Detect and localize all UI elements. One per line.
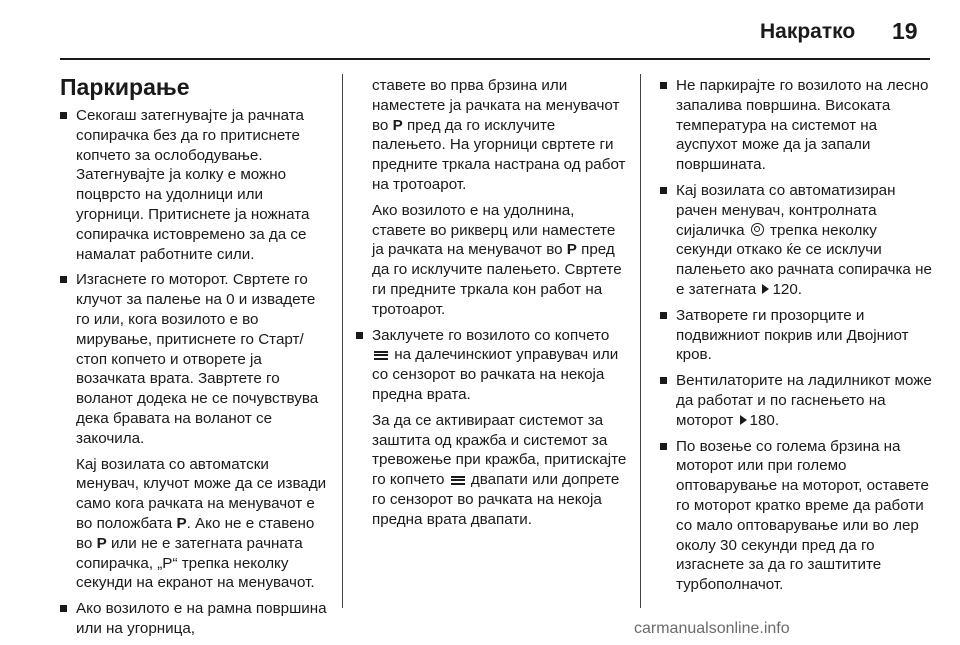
paragraph — [356, 201, 630, 320]
bullet-icon — [660, 312, 667, 319]
item-text: Заклучете го возилото со копчето — [372, 326, 610, 344]
bullet-icon — [60, 605, 67, 612]
bullet-icon — [660, 443, 667, 450]
list-item — [660, 306, 932, 365]
header-divider — [60, 58, 930, 60]
paragraph-text: или не е затегната рачната сопирачка, „P“ трепка неколку секунди на екранот на менувачот. — [76, 534, 315, 592]
bullet-icon — [60, 276, 67, 283]
column-divider-1 — [342, 74, 343, 608]
watermark: carmanualsonline.info — [634, 620, 790, 637]
item-text: Затворете ги прозорците и подвижниот покрив или Двојниот кров. — [676, 306, 909, 364]
item-text: Секогаш затегнувајте ја рачната сопирачка без да го притиснете копчето за ослободување. Затегнувајте ја колку е можно поцврсто на удолници или угорници. Притиснете ја ножната сопирачка истовремено за да се намалат работните сили. — [76, 107, 310, 263]
item-text: По возење со голема брзина на моторот или при големо оптоварување на моторот, оставете го моторот кратко време да работи со мало оптоварување или во лер околу 30 секунди пред да го изгаснете за да го заштитите турбополначот. — [676, 437, 929, 594]
list-item — [60, 599, 332, 639]
gear-p-label: P — [176, 514, 187, 532]
list-item — [660, 371, 932, 430]
column-3 — [660, 76, 932, 601]
item-text: Ако возилото е на рамна површина или на угорница, — [76, 600, 327, 637]
bullet-icon — [660, 377, 667, 384]
item-text: Не паркирајте го возилото на лесно запалива површина. Високата температура на системот на ауспухот може да ја запали површината. — [676, 77, 929, 174]
paragraph-text: . Ако не е ставено во — [76, 514, 315, 552]
page-reference-arrow-icon — [740, 415, 747, 425]
bullet-icon — [660, 187, 667, 194]
list-item — [660, 437, 932, 595]
item-text: на далечинскиот управувач или со сензорот во рачката на некоја предна врата. — [372, 346, 619, 403]
remote-lock-icon — [451, 476, 465, 485]
column-1 — [60, 70, 332, 645]
paragraph — [356, 76, 630, 195]
page-reference[interactable]: 120. — [772, 280, 803, 298]
list-item — [356, 326, 630, 405]
paragraph-text: пред да го исклучите палењето. На угорници свртете ги предните тркала настрана од работ на тротоарот. — [372, 116, 626, 193]
column-divider-2 — [640, 74, 641, 608]
list-item — [60, 270, 332, 448]
page-number: 19 — [892, 18, 918, 44]
gear-p-label: P — [566, 241, 577, 259]
page-header-title: Накратко — [760, 20, 856, 43]
remote-lock-icon — [374, 351, 388, 360]
column-2 — [356, 76, 630, 530]
paragraph-text: ставете во прва брзина или наместете ја рачката на менувачот во — [372, 77, 620, 134]
paragraph-text: Ако возилото е на удолнина, ставете во рикверц или наместете ја рачката на менувачот во — [372, 201, 616, 259]
list-item — [660, 76, 932, 175]
bullet-icon — [660, 82, 667, 89]
list-item — [60, 106, 332, 264]
paragraph — [356, 411, 630, 530]
bullet-icon — [356, 332, 363, 339]
page-reference-arrow-icon — [762, 284, 769, 294]
item-text: Вентилаторите на ладилникот може да работат и по гаснењето на моторот — [676, 372, 932, 429]
auto-manual-warning-icon — [751, 223, 764, 236]
paragraph-text: пред да го исклучите палењето. Свртете ги предните тркала кон работ на тротоарот. — [372, 241, 622, 318]
section-title: Паркирање — [60, 74, 190, 100]
paragraph-text: За да се активираат системот за заштита од кражба и системот за тревожење при кражба, притискајте го копчето — [372, 411, 627, 489]
paragraph — [60, 455, 332, 594]
paragraph-text: Кај возилата со автоматски менувач, клучот може да се извади само кога рачката на менувачот е во положбата — [76, 455, 327, 532]
gear-p-label: P — [96, 534, 107, 552]
item-text: Кај возилата со автоматизиран рачен менувач, контролната сијаличка — [676, 181, 896, 239]
bullet-icon — [60, 112, 67, 119]
item-text: трепка неколку секунди откако ќе се исклучи палењето ако рачната сопирачка не е затегната — [676, 221, 932, 298]
item-text: Изгаснете го моторот. Свртете го клучот за палење на 0 и извадете го или, кога возилото е во мирување, притиснете го Старт/стоп копчето и отворете ја возачката врата. Завртете го воланот додека не се почувствува дека бравата на воланот се закочила. — [76, 271, 319, 447]
gear-p-label: P — [392, 116, 403, 134]
paragraph-text: двапати или допрете го сензорот во рачката на некоја предна врата двапати. — [372, 471, 620, 528]
page-reference[interactable]: 180. — [749, 411, 780, 429]
list-item — [660, 181, 932, 300]
